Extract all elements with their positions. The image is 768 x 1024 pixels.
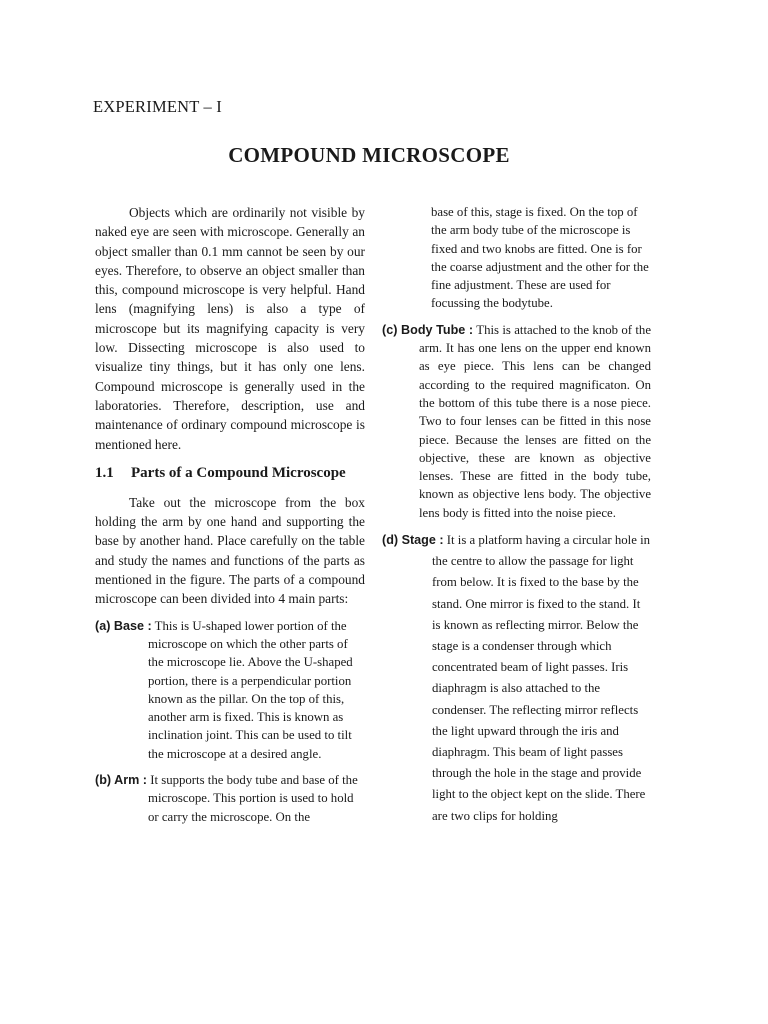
section-intro-paragraph: Take out the microscope from the box holding the arm by one hand and supporting the base by another hand. Place carefully on the table and study the names and functions of the parts as mentioned in the figure. The parts of a compound microscope can been divided into 4 main parts: xyxy=(95,494,365,607)
right-column xyxy=(382,203,651,827)
section-heading xyxy=(95,463,365,484)
left-column xyxy=(95,203,365,826)
intro-paragraph: Objects which are ordinarily not visible by naked eye are seen with microscope. Generally an object smaller than 0.1 mm cannot be seen by our eyes. Therefore, to observe an object smaller than this, compound microscope is very helpful. Hand lens (magnifying lens) is also a type of microscope but its magnifying capacity is very low. Dissecting microscope is also used to visualize tiny things, but it has only one lens. Compound microscope is generally used in the laboratories. Therefore, description, use and maintenance of ordinary compound microscope is mentioned here. xyxy=(95,205,365,452)
part-base-label: (a) Base : xyxy=(95,618,152,633)
part-stage-label: (d) Stage : xyxy=(382,533,444,548)
part-base xyxy=(95,617,365,763)
part-body-tube-text: This is attached to the knob of the arm. It has one lens on the upper end known as eye piece. This lens can be changed according to the required magnificaton. On the bottom of this tube there is a nose piece. Two to four lenses can be fitted in this nose piece. Because the lenses are fitted on the objective, these are known as objective lenses. These are fitted in the body tube, known as objective lens body. The objective lens body is fitted into the noise piece. xyxy=(419,322,651,520)
section-title: Parts of a Compound Microscope xyxy=(131,464,346,481)
part-base-text: This is U-shaped lower portion of the microscope on which the other parts of the microscope lie. Above the U-shaped portion, there is a perpendicular portion known as the pillar. On the top of this, another arm is fixed. This is known as inclination joint. This can be used to tilt the microscope at a desired angle. xyxy=(148,618,353,761)
part-arm-continued: base of this, stage is fixed. On the top of the arm body tube of the microscope is fixed and two knobs are fitted. One is for the coarse adjustment and the other for the fine adjustment. These are used for focussing the bodytube. xyxy=(431,205,649,311)
part-stage xyxy=(382,530,651,827)
part-arm xyxy=(95,771,365,826)
part-body-tube xyxy=(382,321,651,522)
section-number: 1.1 xyxy=(95,464,114,481)
page-title: COMPOUND MICROSCOPE xyxy=(228,143,510,167)
part-arm-label: (b) Arm : xyxy=(95,773,147,788)
part-body-tube-label: (c) Body Tube : xyxy=(382,322,474,337)
part-arm-text: It supports the body tube and base of the microscope. This portion is used to hold or carry the microscope. On the xyxy=(148,773,358,824)
experiment-label: EXPERIMENT – I xyxy=(93,97,222,116)
part-stage-text: It is a platform having a circular hole in the centre to allow the passage for light from below. It is fixed to the base by the stand. One mirror is fixed to the stand. It is known as reflecting mirror. Below the stage is a condenser through which concentrated beam of light passes. Iris diaphragm is also attached to the condenser. The reflecting mirror reflects the light upward through the iris and diaphragm. This beam of light passes through the hole in the stage and provide light to the object kept on the slide. There are two clips for holding xyxy=(432,533,651,823)
